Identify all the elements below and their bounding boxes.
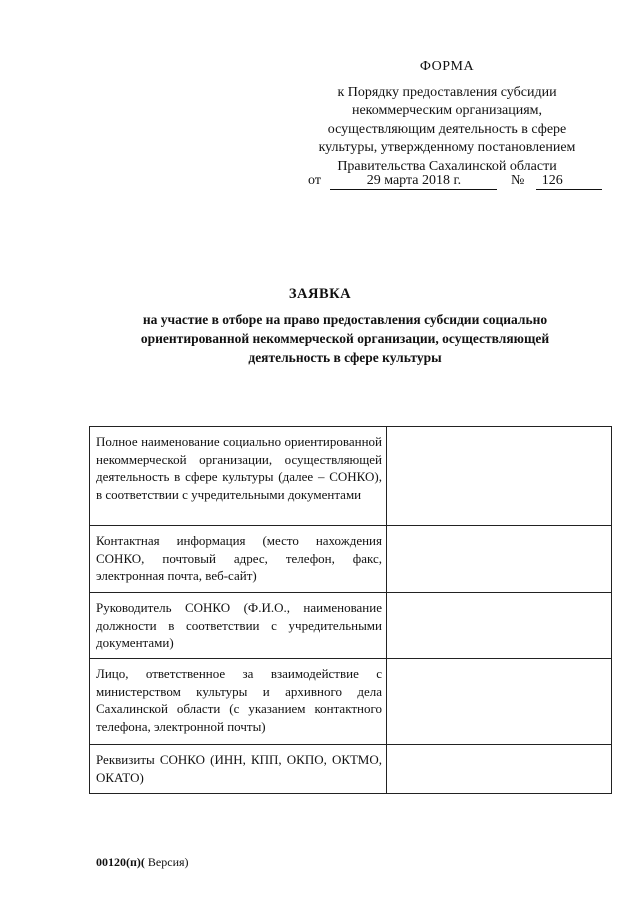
document-title: ЗАЯВКА (288, 286, 352, 302)
application-table (89, 426, 612, 794)
table-row (90, 745, 612, 794)
row-label: Лицо, ответственное за взаимодействие с министерством культуры и архивного дела Сахалинской области (с указанием контактного телефона, электронной почты) (90, 659, 387, 745)
footer-version: Версия) (144, 855, 189, 869)
document-footer (96, 855, 189, 870)
header-line: Правительства Сахалинской области (337, 158, 557, 174)
form-label: ФОРМА (419, 59, 475, 74)
form-header (292, 58, 602, 176)
row-label: Реквизиты СОНКО (ИНН, КПП, ОКПО, ОКТМО, ОКАТО) (90, 745, 387, 794)
resolution-number: 126 (536, 173, 602, 190)
header-line: к Порядку предоставления субсидии (337, 84, 557, 100)
date-prefix: от (308, 173, 321, 188)
document-subtitle: на участие в отборе на право предоставления субсидии социально ориентированной некоммерческой организации, осуществляющей деятельность в сфере культуры (140, 312, 550, 365)
table-row (90, 593, 612, 659)
row-label: Полное наименование социально ориентированной некоммерческой организации, осуществляющей деятельность в сфере культуры (далее – СОНКО), в соответствии с учредительными документами (90, 427, 387, 526)
table-row (90, 526, 612, 593)
row-value-cell[interactable] (387, 593, 612, 659)
table-row (90, 659, 612, 745)
row-value-cell[interactable] (387, 526, 612, 593)
table-row (90, 427, 612, 526)
resolution-date-line (308, 172, 608, 190)
resolution-date: 29 марта 2018 г. (330, 173, 497, 190)
row-value-cell[interactable] (387, 427, 612, 526)
row-label: Руководитель СОНКО (Ф.И.О., наименование должности в соответствии с учредительными документами) (90, 593, 387, 659)
header-line: осуществляющим деятельность в сфере (327, 121, 567, 137)
row-value-cell[interactable] (387, 659, 612, 745)
footer-code: 00120(п)( (96, 855, 145, 869)
header-line: культуры, утвержденному постановлением (318, 140, 576, 155)
number-sign: № (510, 173, 525, 188)
header-line: некоммерческим организациям, (351, 103, 543, 118)
row-value-cell[interactable] (387, 745, 612, 794)
row-label: Контактная информация (место нахождения СОНКО, почтовый адрес, телефон, факс, электронная почта, веб-сайт) (90, 526, 387, 593)
